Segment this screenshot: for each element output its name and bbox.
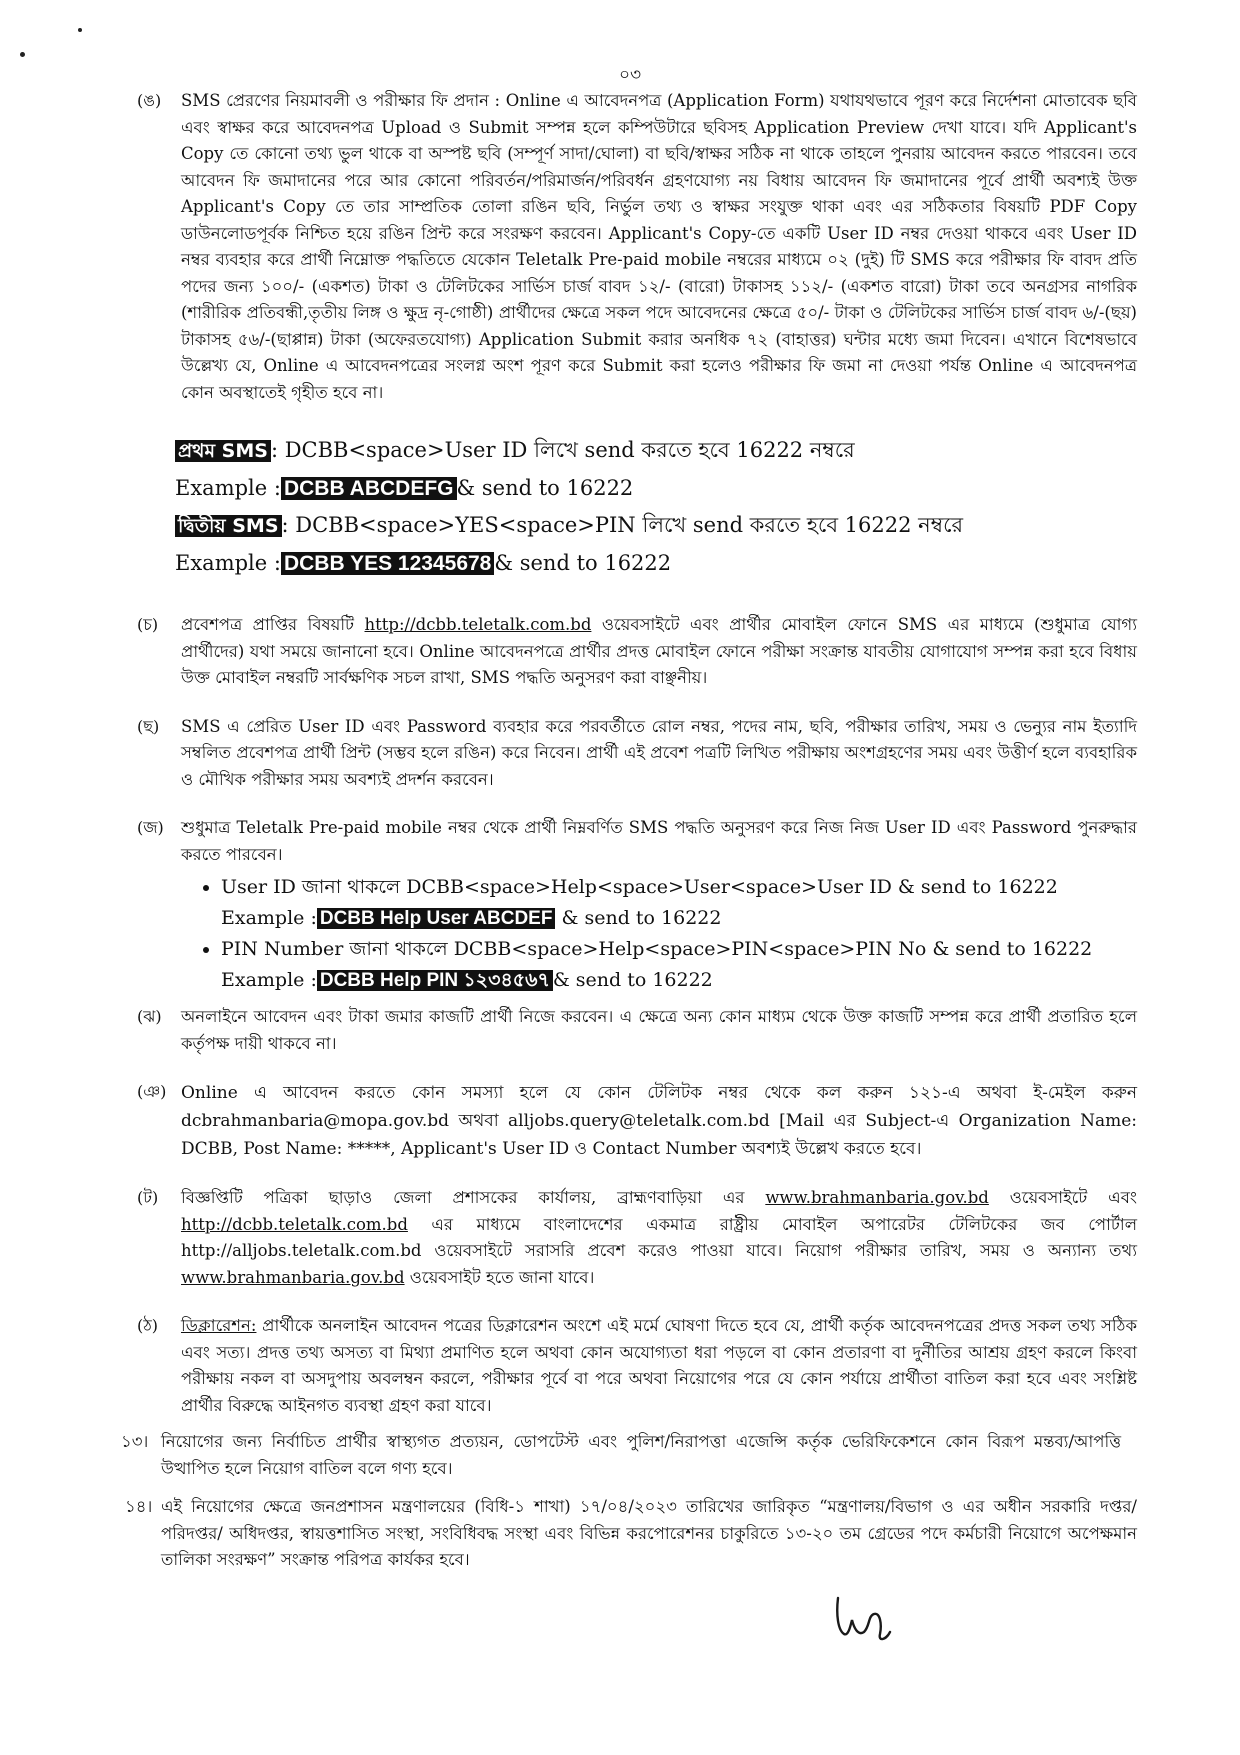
example-code: DCBB Help PIN ১২৩৪৫৬৭ <box>317 970 553 991</box>
example-label: Example : <box>221 907 317 929</box>
bullet-text: User ID জানা থাকলে DCBB<space>Help<space>User<space>User ID & send to 16222 <box>221 876 1058 898</box>
list-item <box>221 934 1137 996</box>
example-label: Example : <box>175 551 281 575</box>
example-suffix: & send to 16222 <box>456 476 634 500</box>
clause-14 <box>125 1494 1137 1574</box>
section-marker: (জ) <box>137 818 164 837</box>
bullet-text: PIN Number জানা থাকলে DCBB<space>Help<space>PIN<space>PIN No & send to 16222 <box>221 938 1093 960</box>
text-fragment: ওয়েবসাইটে এবং প্রার্থীর মোবাইল ফোনে SMS এর মাধ্যমে (শুধুমাত্র যোগ্য প্রার্থীদের) যথা সময়ে জানানো হবে। Online আবেদনপত্রে প্রার্থীর প্রদত্ত মোবাইল ফোনে পরীক্ষা সংক্রান্ত যাবতীয় যোগাযোগ সম্পন্ন করা হবে বিধায় উক্ত মোবাইল নম্বরটি সার্বক্ষণিক সচল রাখা, SMS পদ্ধতি অনুসরণ করা বাঞ্ছনীয়। <box>181 615 1137 687</box>
first-sms-example <box>175 470 1137 507</box>
clause-text: নিয়োগের জন্য নির্বাচিত প্রার্থীর স্বাস্থ্যগত প্রত্যয়ন, ডোপটেস্ট এবং পুলিশ/নিরাপত্তা এজেন্সি কর্তৃক ভেরিফিকেশনে কোন বিরূপ মন্তব্য/আপত্তি উত্থাপিত হলে নিয়োগ বাতিল বলে গণ্য হবে। <box>161 1432 1121 1478</box>
section-text <box>181 1313 1137 1419</box>
section-cha <box>137 612 1137 692</box>
first-sms-line <box>175 432 1137 470</box>
text-fragment: এর মাধ্যমে বাংলাদেশের একমাত্র রাষ্ট্রীয় মোবাইল অপারেটর টেলিটকের জব পোর্টাল http://alljobs.teletalk.com.bd ওয়েবসাইটে সরাসরি প্রবেশ করেও পাওয়া যাবে। নিয়োগ পরীক্ষার তারিখ, সময় ও অন্যান্য তথ্য <box>181 1214 1137 1260</box>
sms-instructions <box>175 432 1137 582</box>
second-sms-line <box>175 507 1137 545</box>
example-label: Example : <box>221 969 317 991</box>
section-text: SMS প্রেরণের নিয়মাবলী ও পরীক্ষার ফি প্রদান : Online এ আবেদনপত্র (Application Form) যথাযথভাবে পূরণ করে নির্দেশনা মোতাবেক ছবি এবং স্বাক্ষর করে আবেদনপত্র Upload ও Submit সম্পন্ন হলে কম্পিউটারে ছবিসহ Application Preview দেখা যাবে। যদি Applicant's Copy তে কোনো তথ্য ভুল থাকে বা অস্পষ্ট ছবি (সম্পূর্ণ সাদা/ঘোলা) বা ছবি/স্বাক্ষর সঠিক না থাকে তাহলে পুনরায় আবেদন করতে পারবেন। তবে আবেদন ফি জমাদানের পরে আর কোনো পরিবর্তন/পরিমার্জন/পরিবর্ধন গ্রহণযোগ্য নয় বিধায় আবেদন ফি জমাদানের পূর্বে প্রার্থী অবশ্যই উক্ত Applicant's Copy তে তার সাম্প্রতিক তোলা রঙিন ছবি, নির্ভুল তথ্য ও স্বাক্ষর সংযুক্ত থাকা এবং এর সঠিকতার বিষয়টি PDF Copy ডাউনলোডপূর্বক নিশ্চিত হয়ে রঙিন প্রিন্ট করে সংরক্ষণ করবেন। Applicant's Copy-তে একটি User ID নম্বর দেওয়া থাকবে এবং User ID নম্বর ব্যবহার করে প্রার্থী নিম্নোক্ত পদ্ধতিতে যেকোন Teletalk Pre-paid mobile নম্বরের মাধ্যমে ০২ (দুই) টি SMS করে পরীক্ষার ফি বাবদ প্রতি পদের জন্য ১০০/- (একশত) টাকা ও টেলিটকের সার্ভিস চার্জ বাবদ ১২/- (বারো) টাকাসহ ১১২/- (একশত বারো) টাকা তবে অনগ্রসর নাগরিক (শারীরিক প্রতিবন্ধী,তৃতীয় লিঙ্গ ও ক্ষুদ্র নৃ-গোষ্ঠী) প্রার্থীদের ক্ষেত্রে সকল পদে আবেদনের ক্ষেত্রে ৫০/- টাকা ও টেলিটকের সার্ভিস চার্জ বাবদ ৬/-(ছয়) টাকাসহ ৫৬/-(ছাপ্পান্ন) টাকা (অফেরতযোগ্য) Application Submit করার অনধিক ৭২ (বাহাত্তর) ঘন্টার মধ্যে জমা দিবেন। এখানে বিশেষভাবে উল্লেখ্য যে, Online এ আবেদনপত্রের সংলগ্ন অংশ পূরণ করে Submit করা হলেও পরীক্ষার ফি জমা না দেওয়া পর্যন্ত Online এ আবেদনপত্র কোন অবস্থাতেই গৃহীত হবে না। <box>181 91 1137 402</box>
example-code: DCBB Help User ABCDEF <box>317 908 556 929</box>
text-fragment: ওয়েবসাইট হতে জানা যাবে। <box>404 1267 595 1287</box>
section-marker: (চ) <box>137 615 159 634</box>
section-uma <box>137 88 1137 406</box>
example-code: DCBB YES 12345678 <box>281 552 494 575</box>
section-chha <box>137 714 1137 794</box>
example-suffix: & send to 16222 <box>561 907 722 929</box>
text-fragment: বিজ্ঞপ্তিটি পত্রিকা ছাড়াও জেলা প্রশাসকের কার্যালয়, ব্রাহ্মণবাড়িয়া এর <box>181 1188 766 1207</box>
example-suffix: & send to 16222 <box>494 551 672 575</box>
clause-13 <box>121 1429 1121 1482</box>
scan-speck <box>78 28 82 32</box>
recovery-list <box>199 872 1137 996</box>
clause-text: এই নিয়োগের ক্ষেত্রে জনপ্রশাসন মন্ত্রণালয়ের (বিধি-১ শাখা) ১৭/০৪/২০২৩ তারিখের জারিকৃত “মন্ত্রণালয়/বিভাগ ও এর অধীন সরকারি দপ্তর/ পরিদপ্তর/ অধিদপ্তর, স্বায়ত্তশাসিত সংস্থা, সংবিধিবদ্ধ সংস্থা এবং বিভিন্ন করপোরেশনর চাকুরিতে ১৩-২০ তম গ্রেডের পদে কর্মচারী নিয়োগে অপেক্ষমান তালিকা সংরক্ষণ” সংক্রান্ত পরিপত্র কার্যকর হবে। <box>161 1497 1137 1569</box>
section-text: শুধুমাত্র Teletalk Pre-paid mobile নম্বর থেকে প্রার্থী নিম্নবর্ণিত SMS পদ্ধতি অনুসরণ করে নিজ নিজ User ID এবং Password পুনরুদ্ধার করতে পারবেন। <box>181 818 1137 864</box>
section-nya <box>137 1079 1137 1163</box>
clause-marker: ১৪। <box>125 1497 153 1516</box>
first-sms-tag: প্রথম SMS <box>175 440 271 462</box>
section-jha <box>137 1004 1137 1057</box>
text-fragment: প্রার্থীকে অনলাইন আবেদন পত্রের ডিক্লারেশন অংশে এই মর্মে ঘোষণা দিতে হবে যে, প্রার্থী কর্তৃক আবেদনপত্রের প্রদত্ত সকল তথ্য সঠিক এবং সত্য। প্রদত্ত তথ্য অসত্য বা মিথ্যা প্রমাণিত হলে অথবা কোন অযোগ্যতা ধরা পড়লে বা কোন প্রতারণা বা দুর্নীতির আশ্রয় গ্রহণ করলে কিংবা পরীক্ষায় নকল বা অসদুপায় অবলম্বন করলে, পরীক্ষার পূর্বে বা পরে অথবা নিয়োগের পরে যে কোন পর্যায়ে প্রার্থীতা বাতিল করা হবে এবং সংশ্লিষ্ট প্রার্থীর বিরুদ্ধে আইনগত ব্যবস্থা গ্রহণ করা যাবে। <box>181 1316 1137 1415</box>
second-sms-example <box>175 545 1137 582</box>
clause-marker: ১৩। <box>121 1432 149 1451</box>
section-tha <box>137 1313 1137 1419</box>
section-text: Online এ আবেদন করতে কোন সমস্যা হলে যে কোন টেলিটক নম্বর থেকে কল করুন ১২১-এ অথবা ই-মেইল করুন dcbrahmanbaria@mopa.gov.bd অথবা alljobs.query@teletalk.com.bd [Mail এর Subject-এ Organization Name: DCBB, Post Name: *****, Applicant's User ID ও Contact Number অবশ্যই উল্লেখ করতে হবে। <box>181 1083 1137 1159</box>
bullet-example <box>221 903 1137 934</box>
section-marker: (ছ) <box>137 716 160 736</box>
teletalk-link[interactable]: http://dcbb.teletalk.com.bd <box>364 615 592 634</box>
declaration-heading: ডিক্লারেশন: <box>181 1316 257 1335</box>
text-fragment: প্রবেশপত্র প্রাপ্তির বিষয়টি <box>181 615 365 634</box>
section-marker: (ঠ) <box>137 1316 159 1335</box>
example-suffix: & send to 16222 <box>552 969 713 991</box>
teletalk-link[interactable]: http://dcbb.teletalk.com.bd <box>181 1214 408 1234</box>
section-marker: (ঝ) <box>137 1007 162 1026</box>
document-body <box>121 88 1137 1574</box>
example-code: DCBB ABCDEFG <box>281 477 457 500</box>
example-label: Example : <box>175 476 281 500</box>
section-text <box>181 1185 1137 1291</box>
section-marker: (ট) <box>137 1188 159 1207</box>
second-sms-text: : DCBB<space>YES<space>PIN লিখে send করতে হবে 16222 নম্বরে <box>281 513 964 537</box>
text-fragment: ওয়েবসাইটে এবং <box>988 1188 1137 1207</box>
page-number: ০৩ <box>618 65 642 85</box>
second-sms-tag: দ্বিতীয় SMS <box>175 515 282 537</box>
scan-speck <box>20 52 25 57</box>
section-text: SMS এ প্রেরিত User ID এবং Password ব্যবহার করে পরবর্তীতে রোল নম্বর, পদের নাম, ছবি, পরীক্ষার তারিখ, সময় ও ভেন্যুর নাম ইত্যাদি সম্বলিত প্রবেশপত্র প্রার্থী প্রিন্ট (সম্ভব হলে রঙিন) করে নিবেন। প্রার্থী এই প্রবেশ পত্রটি লিখিত পরীক্ষায় অংশগ্রহণের সময় এবং উত্তীর্ণ হলে ব্যবহারিক ও মৌখিক পরীক্ষার সময় অবশ্যই প্রদর্শন করবেন। <box>181 716 1137 789</box>
section-text: অনলাইনে আবেদন এবং টাকা জমার কাজটি প্রার্থী নিজে করবেন। এ ক্ষেত্রে অন্য কোন মাধ্যম থেকে উক্ত কাজটি সম্পন্ন করে প্রার্থী প্রতারিত হলে কর্তৃপক্ষ দায়ী থাকবে না। <box>181 1007 1137 1053</box>
first-sms-text: : DCBB<space>User ID লিখে send করতে হবে 16222 নম্বরে <box>270 438 855 462</box>
section-marker: (ঙ) <box>137 91 162 110</box>
signature-mark <box>830 1590 910 1650</box>
section-marker: (ঞ) <box>137 1082 167 1101</box>
brahmanbaria-link[interactable]: www.brahmanbaria.gov.bd <box>181 1267 405 1287</box>
section-ja <box>137 815 1137 996</box>
section-text <box>181 612 1137 692</box>
brahmanbaria-link[interactable]: www.brahmanbaria.gov.bd <box>765 1188 989 1207</box>
list-item <box>221 872 1137 934</box>
section-ta <box>137 1185 1137 1291</box>
bullet-example <box>221 965 1137 996</box>
